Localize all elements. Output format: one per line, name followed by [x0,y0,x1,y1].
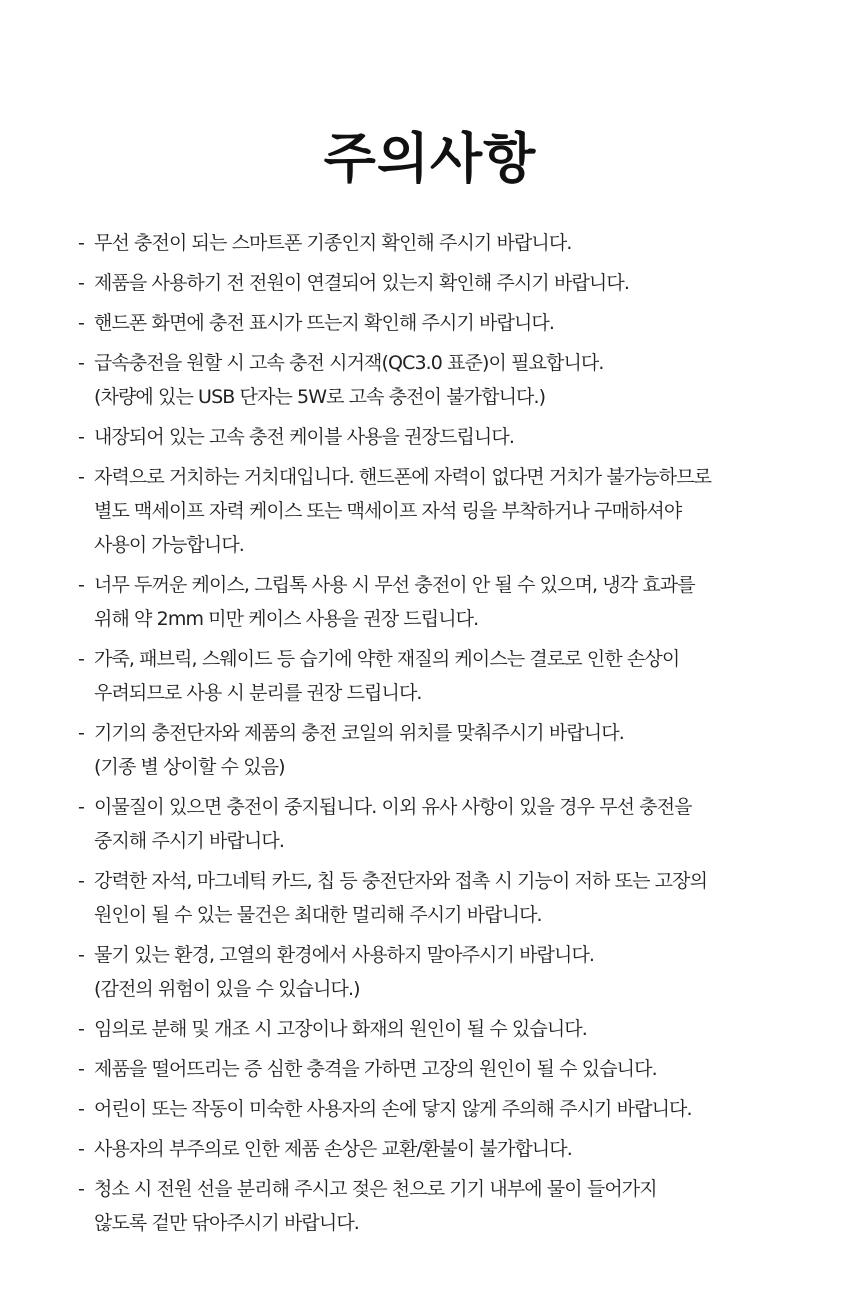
bullet-dash: - [78,466,84,488]
notice-item [78,1012,818,1046]
bullet-dash: - [78,1098,84,1120]
notice-item [78,1172,818,1240]
notice-item [78,1052,818,1086]
notice-line: 제품을 떨어뜨리는 증 심한 충격을 가하면 고장의 원인이 될 수 있습니다. [94,1058,657,1080]
bullet-dash: - [78,1178,84,1200]
bullet-dash: - [78,722,84,744]
notice-line: 별도 맥세이프 자력 케이스 또는 맥세이프 자석 링을 부착하거나 구매하셔야 [94,500,682,522]
notice-text [94,420,818,454]
notice-item [78,460,818,562]
notice-text [94,716,818,784]
notice-line: 강력한 자석, 마그네틱 카드, 칩 등 충전단자와 접촉 시 기능이 저하 또는 고장의 [94,870,708,892]
notice-list [78,226,818,1246]
bullet-dash: - [78,1138,84,1160]
notice-line: 사용자의 부주의로 인한 제품 손상은 교환/환불이 불가합니다. [94,1138,572,1160]
notice-line: (차량에 있는 USB 단자는 5W로 고속 충전이 불가합니다.) [94,386,546,408]
notice-text [94,1172,818,1240]
notice-item [78,226,818,260]
bullet-dash: - [78,870,84,892]
notice-line: 청소 시 전원 선을 분리해 주시고 젖은 천으로 기기 내부에 물이 들어가지 [94,1178,657,1200]
notice-item [78,790,818,858]
bullet-dash: - [78,1058,84,1080]
notice-item [78,346,818,414]
notice-line: 임의로 분해 및 개조 시 고장이나 화재의 원인이 될 수 있습니다. [94,1018,587,1040]
bullet-dash: - [78,426,84,448]
notice-text [94,1012,818,1046]
bullet-dash: - [78,352,84,374]
notice-text [94,266,818,300]
notice-line: 기기의 충전단자와 제품의 충전 코일의 위치를 맞춰주시기 바랍니다. [94,722,624,744]
notice-item [78,1132,818,1166]
notice-item [78,716,818,784]
notice-text [94,864,818,932]
notice-line: 제품을 사용하기 전 전원이 연결되어 있는지 확인해 주시기 바랍니다. [94,272,629,294]
notice-item [78,266,818,300]
page-title: 주의사항 [323,127,537,191]
notice-line: 너무 두꺼운 케이스, 그립톡 사용 시 무선 충전이 안 될 수 있으며, 냉각 효과를 [94,574,695,596]
notice-line: 위해 약 2mm 미만 케이스 사용을 권장 드립니다. [94,608,479,630]
notice-line: 무선 충전이 되는 스마트폰 기종인지 확인해 주시기 바랍니다. [94,232,572,254]
notice-text [94,1092,818,1126]
notice-line: 원인이 될 수 있는 물건은 최대한 멀리해 주시기 바랍니다. [94,904,542,926]
notice-item [78,420,818,454]
notice-line: (기종 별 상이할 수 있음) [94,756,285,778]
notice-line: 우려되므로 사용 시 분리를 권장 드립니다. [94,682,422,704]
notice-item [78,938,818,1006]
notice-line: 사용이 가능합니다. [94,534,244,556]
notice-text [94,790,818,858]
notice-text [94,642,818,710]
notice-text [94,226,818,260]
notice-text [94,938,818,1006]
notice-line: 이물질이 있으면 충전이 중지됩니다. 이외 유사 사항이 있을 경우 무선 충전을 [94,796,692,818]
notice-line: 핸드폰 화면에 충전 표시가 뜨는지 확인해 주시기 바랍니다. [94,312,555,334]
notice-line: (감전의 위험이 있을 수 있습니다.) [94,978,360,1000]
notice-item [78,864,818,932]
notice-item [78,306,818,340]
notice-line: 급속충전을 원할 시 고속 충전 시거잭(QC3.0 표준)이 필요합니다. [94,352,604,374]
notice-text [94,346,818,414]
bullet-dash: - [78,648,84,670]
notice-line: 자력으로 거치하는 거치대입니다. 핸드폰에 자력이 없다면 거치가 불가능하므로 [94,466,712,488]
notice-line: 물기 있는 환경, 고열의 환경에서 사용하지 말아주시기 바랍니다. [94,944,595,966]
bullet-dash: - [78,312,84,334]
bullet-dash: - [78,272,84,294]
bullet-dash: - [78,796,84,818]
notice-text [94,306,818,340]
notice-line: 않도록 겉만 닦아주시기 바랍니다. [94,1212,359,1234]
notice-text [94,1132,818,1166]
notice-line: 중지해 주시기 바랍니다. [94,830,284,852]
notice-item [78,568,818,636]
notice-line: 내장되어 있는 고속 충전 케이블 사용을 권장드립니다. [94,426,514,448]
notice-line: 가죽, 패브릭, 스웨이드 등 습기에 약한 재질의 케이스는 결로로 인한 손상이 [94,648,680,670]
notice-line: 어린이 또는 작동이 미숙한 사용자의 손에 닿지 않게 주의해 주시기 바랍니다. [94,1098,692,1120]
notice-item [78,642,818,710]
bullet-dash: - [78,232,84,254]
notice-text [94,1052,818,1086]
bullet-dash: - [78,574,84,596]
notice-text [94,460,818,562]
notice-item [78,1092,818,1126]
bullet-dash: - [78,944,84,966]
notice-text [94,568,818,636]
bullet-dash: - [78,1018,84,1040]
